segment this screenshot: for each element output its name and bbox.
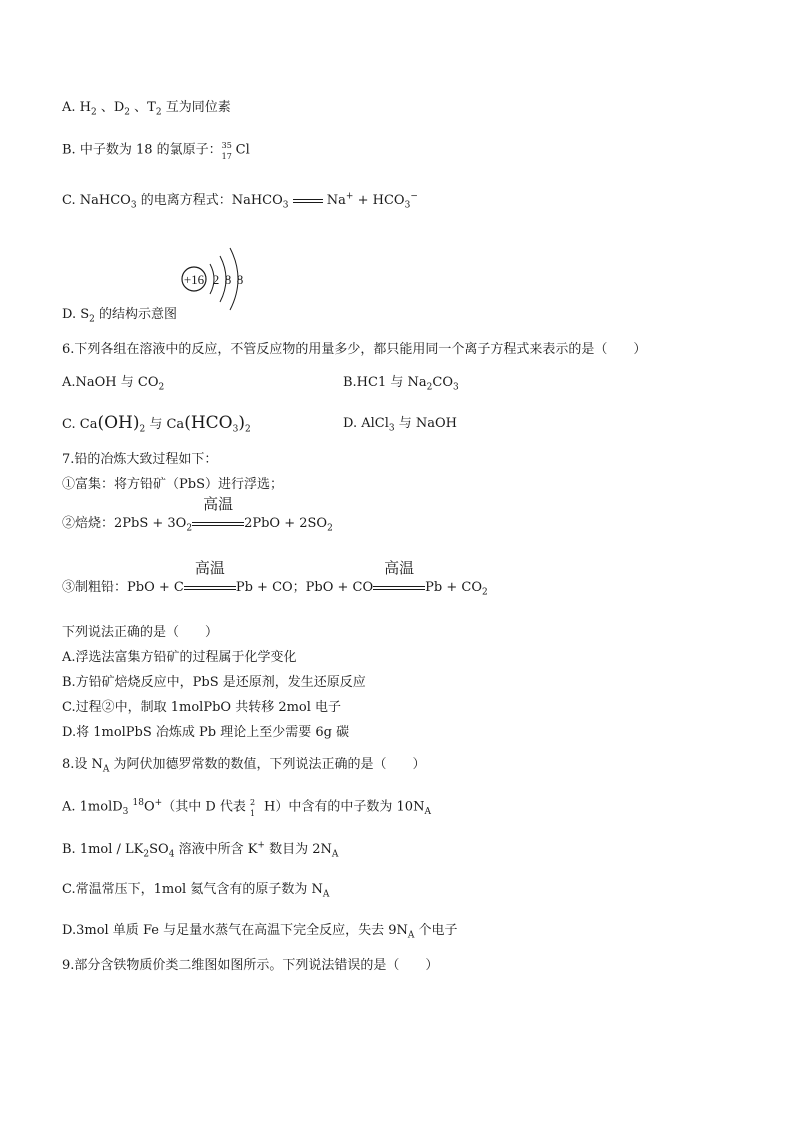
condition-label: 高温 — [194, 559, 225, 577]
q6-option-a: A.NaOH 与 $CO_2$ — [62, 375, 165, 393]
condition-label: 高温 — [384, 559, 415, 577]
nucleus-charge: +16 — [183, 272, 205, 287]
q8-option-a: A. 1molD$_3$ $^{18}$O+（其中 D 代表 2 1 H）中含有的中子数为 $10N_A$ — [62, 798, 431, 818]
condition-label: 高温 — [203, 495, 234, 513]
shell-electrons-1: 2 — [212, 272, 220, 287]
q7-stem: 7.铅的冶炼大致过程如下： — [62, 452, 218, 467]
q6-option-c: C. $Ca(OH)_2$ 与 $Ca(HCO_3)_2$ — [62, 413, 251, 435]
reaction-condition-arrow — [373, 559, 425, 596]
reaction-condition-arrow — [192, 495, 244, 532]
shell-electrons-3: 8 — [236, 272, 244, 287]
q7-option-a: A.浮选法富集方铅矿的过程属于化学变化 — [62, 650, 297, 665]
q7-step-2: ②焙烧：$2PbS + 3O_2$ 高温 $2PbO + 2SO_2$ — [62, 495, 333, 534]
q8-option-d: D.3mol 单质 Fe 与足量水蒸气在高温下完全反应，失去 $9N_A$ 个电子 — [62, 923, 458, 941]
q6-stem: 6.下列各组在溶液中的反应，不管反应物的用量多少，都只能用同一个离子方程式来表示的是（ ） — [62, 342, 647, 357]
equals-sign — [293, 193, 323, 209]
reaction-condition-arrow — [184, 559, 236, 596]
atom-structure-diagram — [178, 240, 258, 312]
q8-option-b: B. $1mol / LK_2SO_4$ 溶液中所含 K+ 数目为 $2N_A$ — [62, 840, 339, 860]
q5-option-b: B. 中子数为 18 的氯原子： 35 17 Cl — [62, 141, 250, 161]
q7-option-d: D.将 1molPbS 冶炼成 Pb 理论上至少需要 6g 碳 — [62, 725, 350, 740]
q8-stem: 8.设 $N_A$ 为阿伏加德罗常数的数值，下列说法正确的是（ ） — [62, 757, 426, 775]
q8-option-c: C.常温常压下，1mol 氦气含有的原子数为 $N_A$ — [62, 882, 330, 900]
q7-step-1: ①富集：将方铅矿（PbS）进行浮选； — [62, 477, 283, 492]
q6-option-d: D. AlCl$_3$ 与 NaOH — [343, 416, 457, 434]
nuclide-notation: 2 1 — [250, 798, 256, 818]
nuclide-notation: 35 17 — [221, 141, 232, 161]
q5-option-c: C. NaHCO$_3$ 的电离方程式：NaHCO$_3$ $Na^+ + HCO_3^-$ — [62, 191, 418, 211]
q7-option-b: B.方铅矿焙烧反应中，PbS 是还原剂，发生还原反应 — [62, 675, 366, 690]
q5-option-a: A. $H_2$ 、$D_2$ 、$T_2$ 互为同位素 — [62, 100, 231, 118]
q5-option-d: D. $S_2$ 的结构示意图 — [62, 307, 178, 325]
q6-option-b: B.HC1 与 $Na_2CO_3$ — [343, 375, 459, 393]
q7-option-c: C.过程②中，制取 1molPbO 共转移 2mol 电子 — [62, 700, 342, 715]
q7-step-3: ③制粗铅：PbO + C 高温 Pb + CO；PbO + CO 高温 $Pb + CO_2$ — [62, 559, 488, 598]
q7-question: 下列说法正确的是（ ） — [62, 625, 219, 640]
shell-electrons-2: 8 — [224, 272, 232, 287]
q9-stem: 9.部分含铁物质价类二维图如图所示。下列说法错误的是（ ） — [62, 958, 439, 973]
